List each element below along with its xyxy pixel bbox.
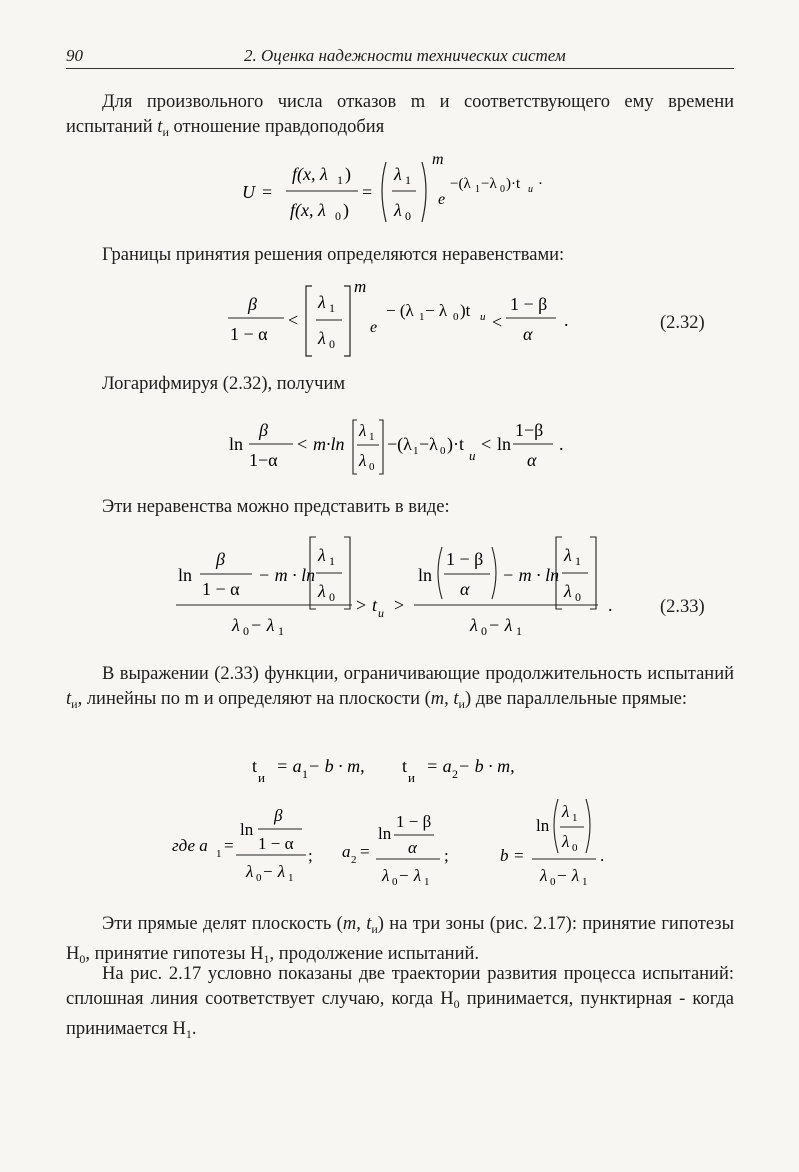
svg-text:>: > [356,595,367,615]
svg-text:)·t: )·t [506,176,521,192]
svg-text:1−β: 1−β [515,420,544,440]
svg-text:e: e [370,319,378,336]
svg-text:и: и [408,770,415,785]
svg-text:=: = [514,846,524,865]
svg-text:1: 1 [288,872,294,884]
svg-text:0: 0 [500,184,505,195]
svg-text:1: 1 [405,173,411,187]
svg-text:λ: λ [382,866,390,885]
svg-text:f(x, λ: f(x, λ [290,200,326,220]
svg-text:<: < [297,434,308,454]
svg-text:λ: λ [564,581,572,601]
svg-text:α: α [408,838,417,857]
svg-text:u: u [480,311,486,323]
svg-text:1: 1 [475,184,480,195]
svg-text:− λ: − λ [556,866,580,885]
svg-text:− b · m,: − b · m, [308,756,365,776]
equation-number-2-33: (2.33) [660,597,705,617]
svg-text:= a: = a [276,756,302,776]
svg-text:λ: λ [470,615,478,635]
svg-text:ln: ln [497,434,512,454]
svg-text:1: 1 [419,311,425,323]
svg-text:0: 0 [243,624,249,638]
svg-text:1: 1 [516,624,522,638]
svg-text:.: . [600,846,605,865]
svg-text:.: . [564,310,569,330]
svg-text:ln: ln [178,565,193,585]
svg-text:0: 0 [481,624,487,638]
svg-text:λ: λ [562,802,570,821]
svg-text:0: 0 [329,337,335,351]
svg-text:=: = [262,182,273,202]
svg-text:u: u [469,448,476,463]
svg-text:−(λ: −(λ [450,176,471,192]
paragraph-trajectories: На рис. 2.17 условно показаны две траектории развития процесса испытаний: сплошная линия соответствует случаю, когда $H_0$ принимается, пунктирная - когда принимается $H_1$. [66,964,734,1041]
svg-text:1: 1 [413,445,419,457]
equation-coefficients [170,795,640,895]
svg-text:λ: λ [318,292,326,312]
svg-text:e: e [438,191,446,208]
svg-text:1 − α: 1 − α [230,324,268,344]
svg-text:t: t [372,595,378,615]
svg-text:− m · ln: − m · ln [502,565,560,585]
svg-text:− λ: − λ [262,862,286,881]
svg-text:β: β [216,549,225,569]
svg-text:1: 1 [572,812,578,824]
svg-text:λ: λ [394,164,402,184]
paragraph-zones: Эти прямые делят плоскость (m, $t_и$) на три зоны (рис. 2.17): принятие гипотезы $H_0$, принятие гипотезы $H_1$, продолжение испытаний. [66,914,734,966]
svg-text:): ) [345,164,351,184]
svg-text:)t: )t [460,301,471,320]
svg-text:α: α [460,579,470,599]
svg-text:ln: ln [418,565,433,585]
svg-text:1−α: 1−α [249,450,278,470]
svg-text:ln: ln [378,824,392,843]
svg-text:1: 1 [369,431,375,443]
svg-text:1 − α: 1 − α [258,834,294,853]
svg-text:λ: λ [318,328,326,348]
svg-text:0: 0 [405,209,411,223]
svg-text:0: 0 [550,876,556,888]
svg-text:=: = [224,836,234,855]
svg-text:t: t [252,756,258,776]
svg-text:0: 0 [392,876,398,888]
equation-logarithm [225,410,595,482]
svg-text:): ) [343,200,349,220]
svg-text:=: = [362,182,373,202]
svg-text:0: 0 [329,590,335,604]
svg-text:и: и [258,770,265,785]
svg-text:= a: = a [426,756,452,776]
equation-number-2-32: (2.32) [660,313,705,333]
equation-likelihood-ratio [240,150,570,232]
svg-text:λ: λ [318,581,326,601]
svg-text:0: 0 [453,311,459,323]
svg-text:1: 1 [329,301,335,315]
svg-text:ln: ln [229,434,244,454]
page-number: 90 [66,46,83,65]
paragraph-form: Эти неравенства можно представить в виде: [102,497,450,517]
svg-text:− b · m,: − b · m, [458,756,515,776]
equation-2-33 [170,525,650,645]
svg-text:−λ: −λ [419,434,438,454]
svg-text:u: u [378,606,384,620]
svg-text:β: β [274,806,283,825]
svg-text:λ: λ [318,545,326,565]
svg-text:1 − α: 1 − α [202,579,240,599]
svg-text:λ: λ [564,545,572,565]
paragraph-lines: В выражении (2.33) функции, ограничивающие продолжительность испытаний $t_и$, линейны по m и определяют на плоскости (m, $t_и$) две параллельные прямые: [66,664,734,711]
chapter-title: 2. Оценка надежности технических систем [244,46,566,65]
svg-text:ln: ln [536,816,550,835]
svg-text:0: 0 [369,461,375,473]
svg-text:0: 0 [575,590,581,604]
svg-text:m: m [432,151,444,168]
svg-text:β: β [248,294,257,314]
svg-text:a: a [342,842,351,861]
svg-text:0: 0 [572,842,578,854]
svg-text:β: β [259,420,268,440]
svg-text:;: ; [308,846,313,865]
paragraph-likelihood-intro: Для произвольного числа отказов m и соответствующего ему времени испытаний $t_и$ отношение правдоподобия [66,92,734,139]
svg-text:λ: λ [562,832,570,851]
svg-text:1 − β: 1 − β [446,549,484,569]
svg-text:>: > [394,595,405,615]
svg-text:m: m [354,278,367,296]
svg-text:0: 0 [335,209,341,223]
svg-text:1: 1 [329,554,335,568]
svg-text:1: 1 [424,876,430,888]
svg-text:λ: λ [540,866,548,885]
svg-text:2: 2 [351,854,357,866]
svg-text:0: 0 [256,872,262,884]
svg-text:λ: λ [359,451,367,470]
svg-text:λ: λ [232,615,240,635]
svg-text:.: . [559,434,564,454]
svg-text:λ: λ [359,421,367,440]
svg-text:m·ln: m·ln [313,434,345,454]
svg-text:1: 1 [575,554,581,568]
svg-text:<: < [481,434,492,454]
svg-text:− λ: − λ [425,301,448,320]
svg-text:b: b [500,846,509,865]
equation-2-32 [220,278,580,364]
svg-text:·: · [538,176,543,192]
svg-text:<: < [492,312,503,332]
svg-text:t: t [402,756,408,776]
svg-text:2: 2 [452,767,458,781]
paragraph-log: Логарифмируя (2.32), получим [102,374,346,394]
running-header [66,44,734,69]
svg-text:1: 1 [278,624,284,638]
svg-text:− λ: − λ [488,615,513,635]
svg-text:U: U [242,182,255,202]
svg-text:;: ; [444,846,449,865]
svg-text:f(x, λ: f(x, λ [292,164,328,184]
svg-text:− λ: − λ [398,866,422,885]
svg-text:α: α [527,450,537,470]
svg-text:− λ: − λ [250,615,275,635]
paragraph-decision-bounds: Границы принятия решения определяются неравенствами: [102,245,565,265]
svg-text:<: < [288,310,299,330]
svg-text:.: . [608,595,613,615]
svg-text:1: 1 [302,767,308,781]
svg-text:λ: λ [394,200,402,220]
svg-text:1: 1 [337,173,343,187]
svg-text:где a: где a [172,836,208,855]
svg-text:u: u [528,184,533,195]
svg-text:1 − β: 1 − β [510,294,548,314]
svg-text:λ: λ [246,862,254,881]
svg-text:− m · ln: − m · ln [258,565,316,585]
svg-text:1: 1 [582,876,588,888]
svg-text:−(λ: −(λ [387,434,412,454]
svg-text:1 − β: 1 − β [396,812,432,831]
svg-text:ln: ln [240,820,254,839]
svg-text:=: = [360,842,370,861]
svg-text:1: 1 [216,848,222,860]
svg-text:0: 0 [440,445,446,457]
svg-text:− (λ: − (λ [386,301,414,320]
svg-text:)·t: )·t [447,434,464,454]
svg-text:−λ: −λ [481,176,497,192]
equation-lines [250,750,550,790]
svg-text:α: α [523,324,533,344]
